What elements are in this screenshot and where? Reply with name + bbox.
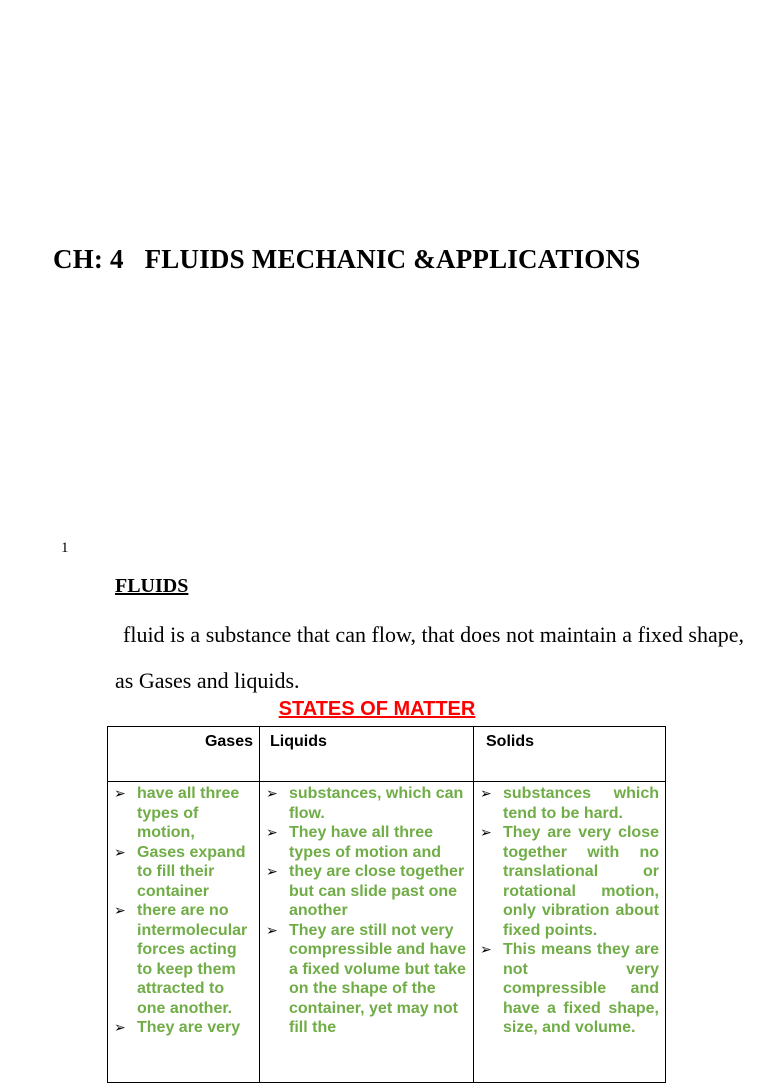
list-item [108, 784, 259, 843]
list-item-text: have all three types of motion, [137, 785, 240, 841]
list-item [474, 940, 665, 1038]
list-item [260, 862, 473, 921]
list-item-text: Gases expand to fill their container [137, 843, 246, 900]
list-item-text: They have all three types of motion and [289, 824, 441, 861]
list-item [260, 823, 473, 862]
arrow-bullet-icon: ➢ [114, 1019, 126, 1035]
list-item-text: They are still not very compressible and have a fixed volume but take on the shape of the container, yet may not fill the [289, 921, 466, 1036]
list-item [474, 784, 665, 823]
arrow-bullet-icon: ➢ [114, 902, 126, 918]
table-header-row [108, 727, 666, 782]
arrow-bullet-icon: ➢ [114, 843, 126, 860]
list-item [260, 784, 473, 823]
list-item-text: there are no intermolecular forces acting to keep them attracted to one another. [137, 902, 248, 1017]
states-of-matter-table [107, 726, 666, 1083]
list-item-text: substances which tend to be hard. [503, 785, 659, 822]
liquids-list [260, 782, 473, 1038]
table-caption: STATES OF MATTER [278, 698, 476, 720]
list-item-text: This means they are not very compressible and have a fixed shape, size, and volume. [503, 941, 659, 1036]
gases-list [108, 782, 259, 1038]
list-item [108, 1018, 259, 1038]
arrow-bullet-icon: ➢ [266, 863, 278, 879]
arrow-bullet-icon: ➢ [266, 824, 278, 840]
list-item-text: substances, which can flow. [289, 785, 464, 822]
arrow-bullet-icon: ➢ [480, 824, 492, 840]
arrow-bullet-icon: ➢ [114, 785, 126, 801]
solids-list [474, 782, 665, 1038]
page-title: CH: 4 FLUIDS MECHANIC &APPLICATIONS [53, 244, 641, 274]
header-gases-label: Gases [204, 733, 253, 750]
arrow-bullet-icon: ➢ [266, 785, 278, 801]
arrow-bullet-icon: ➢ [480, 941, 492, 957]
section-heading: FLUIDS [115, 575, 189, 597]
page-number: 1 [61, 540, 69, 556]
gases-cell [108, 782, 260, 1083]
solids-cell [474, 782, 666, 1083]
arrow-bullet-icon: ➢ [266, 921, 278, 938]
list-item-text: They are very [137, 1019, 241, 1036]
list-item [260, 921, 473, 1038]
list-item [108, 843, 259, 902]
liquids-cell [260, 782, 474, 1083]
header-liquids-label: Liquids [270, 733, 327, 750]
header-gases [108, 727, 260, 782]
definition-paragraph: fluid is a substance that can flow, that does not maintain a fixed shape, as Gases and liquids. [115, 622, 744, 693]
header-solids [474, 727, 666, 782]
list-item-text: They are very close together with no translational or rotational motion, only vibration about fixed points. [503, 824, 659, 939]
list-item-text: they are close together but can slide past one another [289, 863, 465, 919]
list-item [474, 823, 665, 940]
header-solids-label: Solids [486, 733, 535, 750]
list-item [108, 901, 259, 1018]
header-liquids [260, 727, 474, 782]
arrow-bullet-icon: ➢ [480, 785, 492, 801]
table-body-row [108, 782, 666, 1083]
